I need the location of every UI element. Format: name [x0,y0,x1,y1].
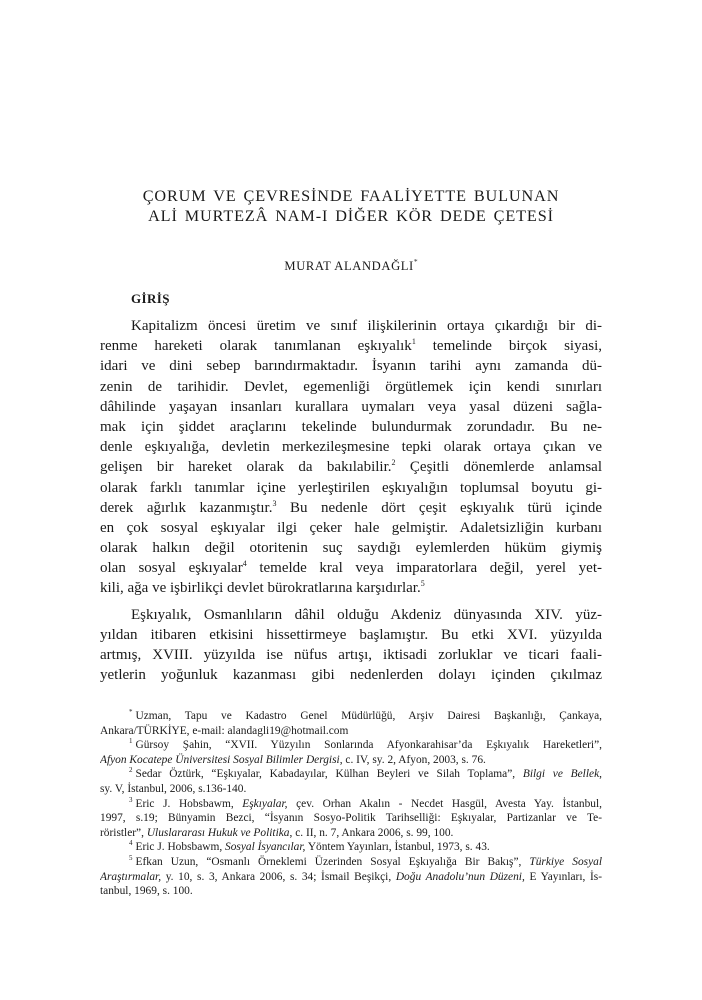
text-run: kili, ağa ve işbirlikçi devlet bürokratlarına karşıdırlar. [100,580,421,597]
footnote-mark: 1 [129,738,133,746]
author-name: MURAT ALANDAĞLI [284,259,414,273]
footnote-line [100,738,602,753]
text-line [100,558,602,578]
text-run: derek ağırlık kazanmıştır. [100,499,273,516]
text-run: röristler”, [100,826,147,839]
footnote-line [100,797,602,812]
footnote-line [100,753,602,768]
text-line [100,518,602,538]
text-line [100,356,602,376]
text-run: Efkan Uzun, “Osmanlı Örneklemi Üzerinden Sosyal Eşkıyalığa Bir Bakış”, [135,855,530,868]
text-run: gelişen bir hareket olarak da bakılabilir. [100,459,392,476]
text-run: en çok sosyal eşkıyalar ilgi çeker hale gelmiştir. Adaletsizliğin kurbanı [100,519,602,536]
text-line [100,498,602,518]
footnote-mark: * [129,709,133,716]
text-run: yetlerin yoğunluk kazanması gibi nedenlerden dolayı içinden çıkılmaz [100,667,602,684]
text-line [100,538,602,558]
author-byline [100,254,602,274]
footnote-mark: 5 [129,854,133,862]
text-run: denle eşkıyalığa, devletin merkezileşmesine tepki olarak ortaya çıkan ve [100,439,602,456]
article-title [100,186,602,226]
footnote-reference: 4 [242,559,247,569]
text-line [100,578,602,598]
footnote-reference: 5 [420,579,425,589]
footnote-line [100,826,602,841]
text-run: Yöntem Yayınları, İstanbul, 1973, s. 43. [305,841,490,854]
text-run: Sedar Öztürk, “Eşkıyalar, Kabadayılar, Külhan Beyleri ve Silah Toplama”, [135,768,523,781]
article-title-line-2: ALİ MURTEZÂ NAM-I DİĞER KÖR DEDE ÇETESİ [148,207,554,225]
text-run: zenin de tarihidir. Devlet, egemenliği örgütlemek için kendi sınırları [100,378,602,395]
paragraph [100,316,602,599]
italic-text: Araştırmalar, [100,870,162,883]
text-run: olarak halkın değil otoritenin suç saydığı eylemlerden hüküm giymiş [100,540,602,557]
footnote [100,855,602,899]
text-run: idari ve dini sebep barındırmaktadır. İsyanın tarihi aynı zamanda dü- [100,358,602,375]
footnote-line [100,811,602,826]
footnote [100,797,602,841]
text-run: yıldan itibaren etkisini hissettirmeye başlamıştır. Bu etki XVI. yüzyılda [100,626,602,643]
text-run: Uzman, Tapu ve Kadastro Genel Müdürlüğü, Arşiv Dairesi Başkanlığı, Çankaya, [135,710,602,722]
footnote-reference: 1 [411,337,416,347]
text-run: artmış, XVIII. yüzyılda ise nüfus artışı, iktisadi zorluklar ve ticari faali- [100,647,602,663]
footnote [100,709,602,738]
footnote-line [100,840,602,855]
footnote-line [100,855,602,870]
text-run: , [599,768,602,781]
author-footnote-mark: * [413,257,418,266]
text-run: temelinde birçok siyasi, [415,338,602,355]
text-run: çev. Orhan Akalın - Necdet Hasgül, Avesta Yay. İstanbul, [287,797,602,810]
text-run: E Yayınları, İs- [524,870,602,883]
footnote-line [100,767,602,782]
text-run: Bu nedenle dört çeşit eşkıyalık türü içinde [276,499,602,516]
article-title-line-1: ÇORUM VE ÇEVRESİNDE FAALİYETTE BULUNAN [142,187,560,205]
text-run: Eric J. Hobsbawm, [135,797,243,810]
text-run: Eşkıyalık, Osmanlıların dâhil olduğu Akdeniz dünyasında XIV. yüz- [131,606,602,623]
italic-text: Sosyal İsyancılar, [225,841,306,854]
text-line [100,605,602,625]
footnote-mark: 3 [129,796,133,804]
text-run: , c. IV, sy. 2, Afyon, 2003, s. 76. [339,753,486,766]
text-run: tanbul, 1969, s. 100. [100,885,193,898]
text-line [100,437,602,457]
footnote-mark: 4 [129,840,133,848]
text-run: mak için şiddet araçlarını tekelinde bulundurmak zorundadır. Bu ne- [100,418,602,435]
text-run: Kapitalizm öncesi üretim ve sınıf ilişkilerinin ortaya çıkardığı bir di- [131,318,602,334]
footnote-line [100,884,602,899]
section-heading: GİRİŞ [131,291,170,306]
italic-text: Doğu Anadolu’nun Düzeni, [395,870,525,883]
text-line [100,457,602,477]
text-run: Eric J. Hobsbawm, [135,841,226,854]
footnote-line [100,724,602,739]
text-run: sy. V, İstanbul, 2006, s.136-140. [100,782,247,795]
text-line [100,478,602,498]
text-run: y. 10, s. 3, Ankara 2006, s. 34; İsmail Beşikçi, [161,870,396,883]
text-run: 1997, s.19; Bünyamin Bezci, “İsyanın Sosyo-Politik Tarihselliği: Eşkıyalar, Partizanlar ve Te- [100,812,602,825]
footnote-line [100,870,602,885]
text-line [100,377,602,397]
text-run: olarak farklı tanımlar içine yerleştirilen eşkıyalığın toplumsal boyutu gi- [100,479,602,496]
footnote-line [100,782,602,797]
footnote [100,767,602,796]
text-line [100,316,602,336]
text-line [100,645,602,665]
italic-text: Afyon Kocatepe Üniversitesi Sosyal Bilimler Dergisi [100,753,340,766]
text-line [100,625,602,645]
italic-text: Bilgi ve Bellek [522,768,600,781]
text-line [100,336,602,356]
text-run: olan sosyal eşkıyalar [100,560,243,577]
footnote-reference: 3 [272,498,277,508]
text-run: Gürsoy Şahin, “XVII. Yüzyılın Sonlarında Afyonkarahisar’da Eşkıyalık Hareketleri”, [135,739,602,752]
footnotes [100,709,602,899]
footnote [100,738,602,767]
text-line [100,397,602,417]
body-text [100,316,602,685]
text-run: Ankara/TÜRKİYE, e-mail: alandagli19@hotmail.com [100,724,349,737]
text-run: Çeşitli dönemlerde anlamsal [395,459,602,476]
text-run: dâhilinde yaşayan insanları kurallara uymaları veya yasal düzeni sağla- [100,398,602,415]
footnote-line [100,709,602,724]
text-run: , c. II, n. 7, Ankara 2006, s. 99, 100. [289,826,454,839]
text-run: temelde kral veya imparatorlara değil, yerel yet- [246,560,602,577]
text-run: renme hareketi olarak tanımlanan eşkıyalık [100,338,412,355]
paragraph [100,605,602,686]
footnote [100,840,602,855]
text-line [100,665,602,685]
italic-text: Uluslararası Hukuk ve Politika [146,826,290,839]
text-line [100,417,602,437]
footnote-mark: 2 [129,767,133,775]
italic-text: Eşkıyalar, [242,797,288,810]
footnote-reference: 2 [391,458,396,468]
italic-text: Türkiye Sosyal [529,855,602,868]
